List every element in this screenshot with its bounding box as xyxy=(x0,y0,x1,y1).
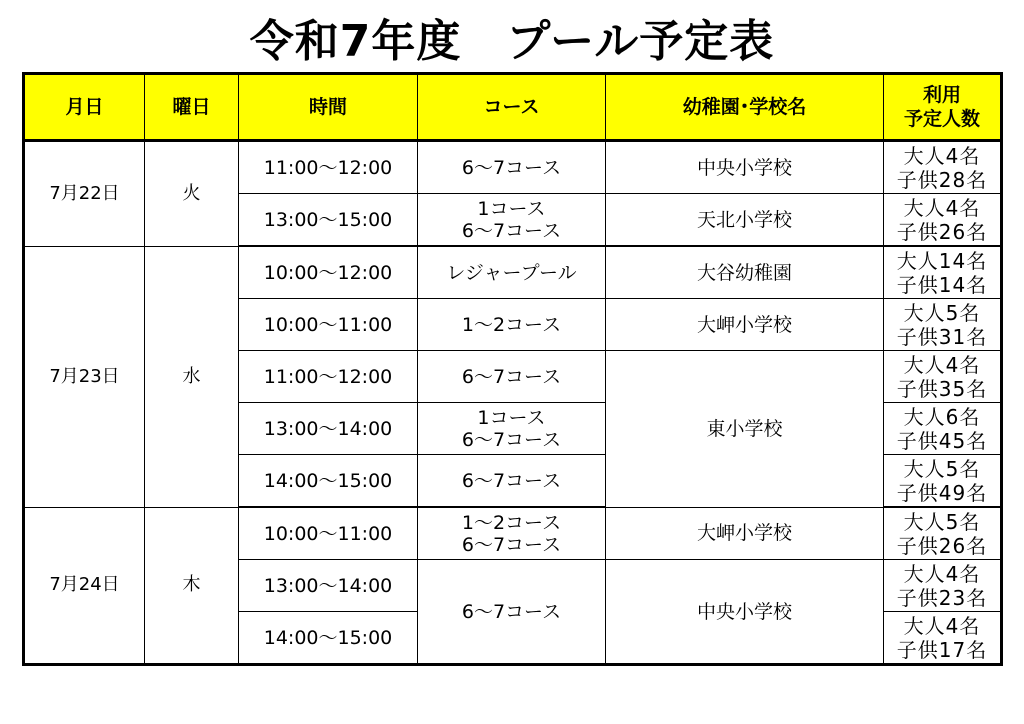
adults-count: 大人4名 xyxy=(903,613,981,638)
course-line: 1コース xyxy=(477,406,546,429)
time-cell: 11:00～12:00 xyxy=(239,351,418,403)
time-cell: 13:00～14:00 xyxy=(239,403,418,455)
header-course: コース xyxy=(418,74,606,141)
count-cell xyxy=(884,560,1002,612)
adults-count: 大人4名 xyxy=(903,195,981,220)
adults-count: 大人5名 xyxy=(903,456,981,481)
school-cell: 中央小学校 xyxy=(606,141,884,194)
course-line: 6～7コース xyxy=(461,533,562,556)
course-cell xyxy=(418,455,606,508)
pool-schedule-table xyxy=(22,72,1003,666)
time-cell: 10:00～11:00 xyxy=(239,507,418,560)
date-cell: 7月22日 xyxy=(24,141,145,247)
header-day: 曜日 xyxy=(145,74,239,141)
time-cell: 14:00～15:00 xyxy=(239,612,418,665)
school-cell: 大谷幼稚園 xyxy=(606,246,884,299)
weekday-cell: 木 xyxy=(145,507,239,665)
course-cell xyxy=(418,560,606,665)
table-row xyxy=(24,246,1002,299)
children-count: 子供49名 xyxy=(896,480,988,505)
school-cell: 東小学校 xyxy=(606,351,884,508)
count-cell xyxy=(884,299,1002,351)
adults-count: 大人4名 xyxy=(903,143,981,168)
course-line: 1～2コース xyxy=(461,511,562,534)
course-line: 6～7コース xyxy=(461,219,562,242)
weekday-cell: 水 xyxy=(145,246,239,507)
children-count: 子供26名 xyxy=(896,533,988,558)
course-line: 6～7コース xyxy=(461,600,562,623)
children-count: 子供17名 xyxy=(896,637,988,662)
time-cell: 13:00～15:00 xyxy=(239,194,418,247)
count-cell xyxy=(884,455,1002,508)
page-title: 令和7年度 プール予定表 xyxy=(249,16,775,67)
count-cell xyxy=(884,507,1002,560)
school-cell: 大岬小学校 xyxy=(606,507,884,560)
course-cell xyxy=(418,403,606,455)
school-cell: 大岬小学校 xyxy=(606,299,884,351)
time-cell: 11:00～12:00 xyxy=(239,141,418,194)
adults-count: 大人4名 xyxy=(903,352,981,377)
course-line: 1コース xyxy=(477,197,546,220)
header-school: 幼稚園･学校名 xyxy=(606,74,884,141)
header-count xyxy=(884,74,1002,141)
course-line: 6～7コース xyxy=(461,156,562,179)
course-cell xyxy=(418,141,606,194)
header-count-line2: 予定人数 xyxy=(903,108,980,130)
adults-count: 大人14名 xyxy=(896,248,988,273)
time-cell: 13:00～14:00 xyxy=(239,560,418,612)
children-count: 子供31名 xyxy=(896,324,988,349)
adults-count: 大人5名 xyxy=(903,300,981,325)
course-cell xyxy=(418,507,606,560)
children-count: 子供45名 xyxy=(896,428,988,453)
course-cell xyxy=(418,194,606,247)
date-cell: 7月24日 xyxy=(24,507,145,665)
course-line: 6～7コース xyxy=(461,365,562,388)
adults-count: 大人4名 xyxy=(903,561,981,586)
school-cell: 天北小学校 xyxy=(606,194,884,247)
course-cell xyxy=(418,299,606,351)
time-cell: 14:00～15:00 xyxy=(239,455,418,508)
children-count: 子供35名 xyxy=(896,376,988,401)
children-count: 子供14名 xyxy=(896,272,988,297)
header-time: 時間 xyxy=(239,74,418,141)
count-cell xyxy=(884,403,1002,455)
table-row xyxy=(24,507,1002,560)
children-count: 子供26名 xyxy=(896,219,988,244)
course-line: 1～2コース xyxy=(461,313,562,336)
weekday-cell: 火 xyxy=(145,141,239,247)
header-count-line1: 利用 xyxy=(922,84,961,106)
school-cell: 中央小学校 xyxy=(606,560,884,665)
count-cell xyxy=(884,612,1002,665)
children-count: 子供28名 xyxy=(896,167,988,192)
time-cell: 10:00～11:00 xyxy=(239,299,418,351)
table-header-row xyxy=(24,74,1002,141)
course-line: レジャープール xyxy=(446,261,577,284)
count-cell xyxy=(884,246,1002,299)
children-count: 子供23名 xyxy=(896,585,988,610)
time-cell: 10:00～12:00 xyxy=(239,246,418,299)
course-line: 6～7コース xyxy=(461,428,562,451)
adults-count: 大人5名 xyxy=(903,509,981,534)
count-cell xyxy=(884,141,1002,194)
header-date: 月日 xyxy=(24,74,145,141)
table-row xyxy=(24,141,1002,194)
course-line: 6～7コース xyxy=(461,469,562,492)
adults-count: 大人6名 xyxy=(903,404,981,429)
course-cell xyxy=(418,246,606,299)
date-cell: 7月23日 xyxy=(24,246,145,507)
course-cell xyxy=(418,351,606,403)
count-cell xyxy=(884,194,1002,247)
count-cell xyxy=(884,351,1002,403)
